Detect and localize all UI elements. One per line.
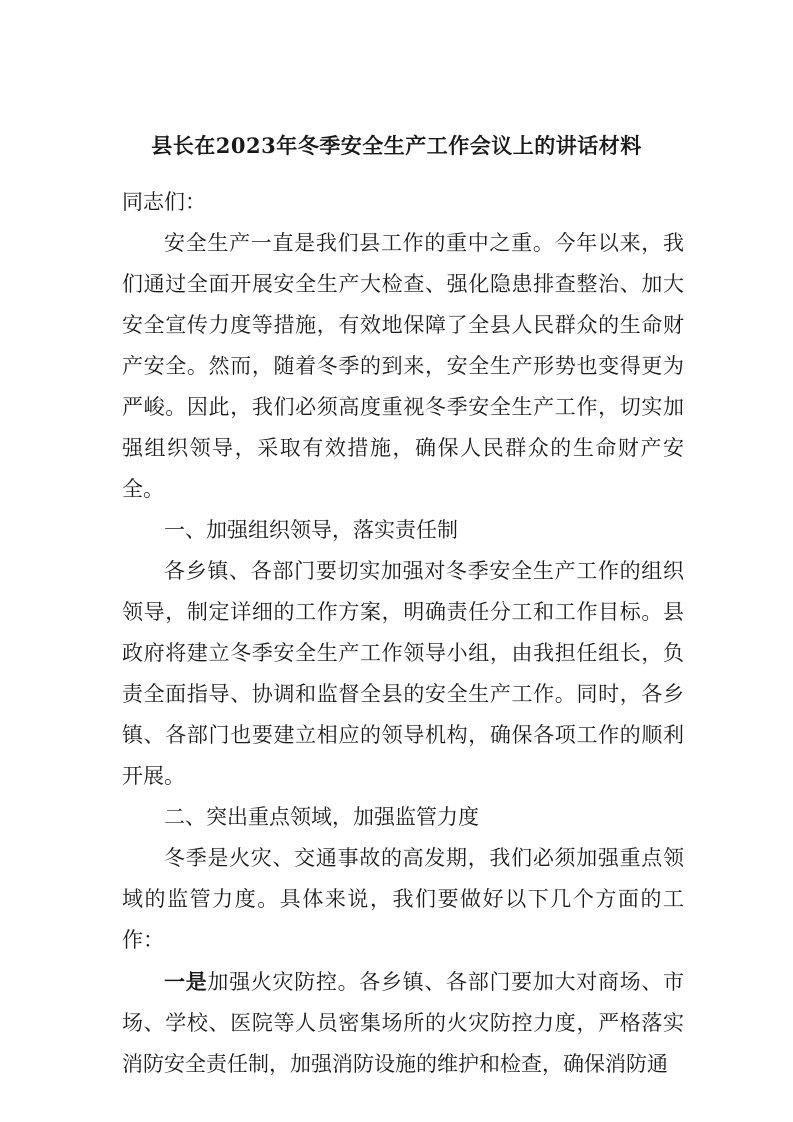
section-heading-1: 一、加强组织领导，落实责任制 — [164, 518, 458, 542]
greeting: 同志们： — [122, 190, 206, 214]
item-body-1: 加强火灾防控。各乡镇、各部门要加大对商场、市场、学校、医院等人员密集场所的火灾防控力度，严格落实消防安全责任制，加强消防设施的维护和检查，确保消防通 — [122, 970, 685, 1076]
section-paragraph-2: 冬季是火灾、交通事故的高发期，我们必须加强重点领域的监管力度。具体来说，我们要做好以下几个方面的工作： — [122, 846, 684, 952]
section-paragraph-1: 各乡镇、各部门要切实加强对冬季安全生产工作的组织领导，制定详细的工作方案，明确责任分工和工作目标。县政府将建立冬季安全生产工作领导小组，由我担任组长，负责全面指导、协调和监督全县的安全生产工作。同时，各乡镇、各部门也要建立相应的领导机构，确保各项工作的顺利开展。 — [122, 559, 684, 788]
document-title: 县长在2023年冬季安全生产工作会议上的讲话材料 — [151, 133, 642, 158]
item-lead-1: 一是 — [164, 969, 208, 994]
document-body — [122, 182, 684, 1085]
intro-paragraph: 安全生产一直是我们县工作的重中之重。今年以来，我们通过全面开展安全生产大检查、强化隐患排查整治、加大安全宣传力度等措施，有效地保障了全县人民群众的生命财产安全。然而，随着冬季的到来，安全生产形势也变得更为严峻。因此，我们必须高度重视冬季安全生产工作，切实加强组织领导，采取有效措施，确保人民群众的生命财产安全。 — [122, 231, 684, 501]
section-heading-2: 二、突出重点领域，加强监管力度 — [164, 805, 479, 829]
item-paragraph-1 — [122, 961, 684, 1085]
